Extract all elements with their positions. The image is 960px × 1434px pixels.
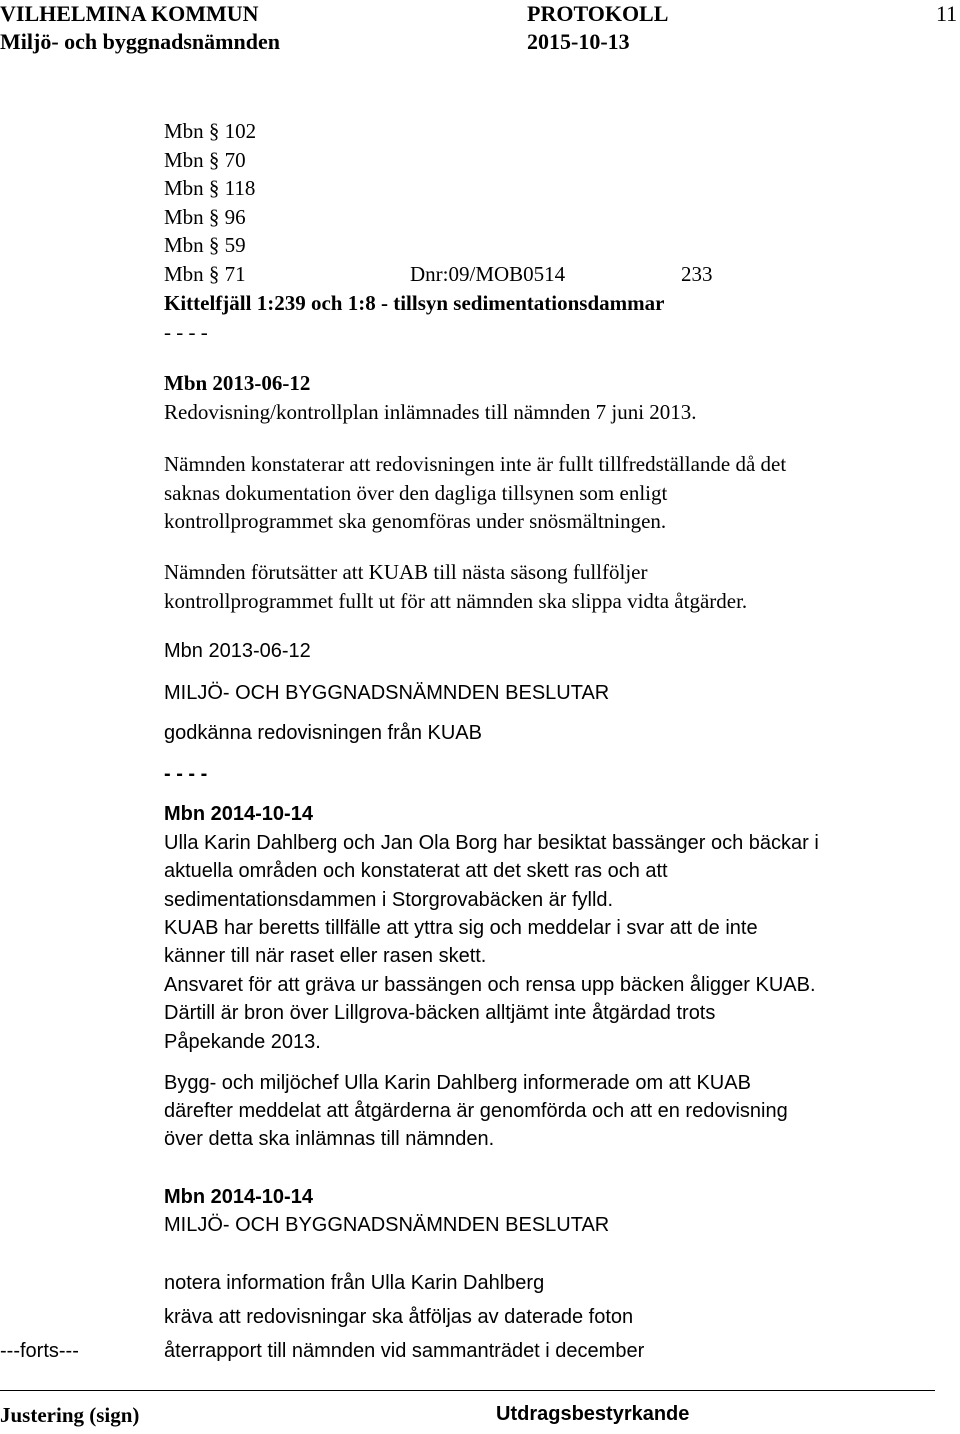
- case-title: Kittelfjäll 1:239 och 1:8 - tillsyn sedimentationsdammar: [164, 291, 665, 315]
- paragraph-line: KUAB har beretts tillfälle att yttra sig och meddelar i svar att de inte: [164, 917, 758, 939]
- paragraph-line: därefter meddelat att åtgärderna är genomförda och att en redovisning: [164, 1100, 788, 1122]
- decision-item: notera information från Ulla Karin Dahlberg: [164, 1272, 545, 1294]
- reference-line: Mbn § 102: [164, 119, 257, 143]
- paragraph-line: kontrollprogrammet ska genomföras under snösmältningen.: [164, 509, 667, 533]
- paragraph-line: Ulla Karin Dahlberg och Jan Ola Borg har besiktat bassänger och bäckar i: [164, 832, 819, 854]
- meeting-date: 2015-10-13: [527, 29, 630, 54]
- section-heading-2013: Mbn 2013-06-12: [164, 371, 311, 395]
- reference-line: Mbn § 70: [164, 148, 246, 172]
- footer-certification-label: Utdragsbestyrkande: [496, 1403, 690, 1425]
- municipality-name: VILHELMINA KOMMUN: [0, 1, 259, 26]
- paragraph-line: Ansvaret för att gräva ur bassängen och rensa upp bäcken åligger KUAB.: [164, 974, 816, 996]
- reference-line: Mbn § 96: [164, 205, 246, 229]
- paragraph-line: kontrollprogrammet fullt ut för att nämnden ska slippa vidta åtgärder.: [164, 589, 748, 613]
- decision-heading-2013: Mbn 2013-06-12: [164, 640, 311, 662]
- paragraph-line: aktuella områden och konstaterat att det skett ras och att: [164, 860, 668, 882]
- decision-item: återrapport till nämnden vid sammanträdet i december: [164, 1340, 645, 1362]
- paragraph-line: Nämnden konstaterar att redovisningen inte är fullt tillfredställande då det: [164, 452, 787, 476]
- board-name: Miljö- och byggnadsnämnden: [0, 29, 280, 54]
- decision-item: godkänna redovisningen från KUAB: [164, 722, 482, 744]
- reference-line: Mbn § 118: [164, 176, 256, 200]
- case-dnr: Dnr:09/MOB0514: [410, 262, 566, 286]
- paragraph-line: Påpekande 2013.: [164, 1031, 321, 1053]
- case-number: 233: [681, 262, 713, 286]
- section-heading-2014: Mbn 2014-10-14: [164, 803, 313, 825]
- paragraph-line: känner till när raset eller rasen skett.: [164, 945, 487, 967]
- case-reference-row: [164, 260, 724, 288]
- decision-heading-2014: Mbn 2014-10-14: [164, 1186, 313, 1208]
- decision-item: kräva att redovisningar ska åtföljas av daterade foton: [164, 1306, 634, 1328]
- page-header: [0, 0, 960, 60]
- decision-title: MILJÖ- OCH BYGGNADSNÄMNDEN BESLUTAR: [164, 1214, 610, 1236]
- section-separator: - - - -: [164, 320, 208, 344]
- page-number: 11: [936, 1, 958, 26]
- section-separator: - - - -: [164, 763, 208, 785]
- document-type: PROTOKOLL: [527, 1, 669, 26]
- paragraph-line: över detta ska inlämnas till nämnden.: [164, 1128, 495, 1150]
- reference-line: Mbn § 71: [164, 262, 246, 286]
- paragraph-line: sedimentationsdammen i Storgrovabäcken är fylld.: [164, 889, 614, 911]
- paragraph-line: Nämnden förutsätter att KUAB till nästa säsong fullföljer: [164, 560, 648, 584]
- footer-divider: [0, 1390, 935, 1391]
- paragraph-line: Redovisning/kontrollplan inlämnades till nämnden 7 juni 2013.: [164, 400, 697, 424]
- reference-line: Mbn § 59: [164, 233, 246, 257]
- continued-marker: ---forts---: [0, 1340, 79, 1362]
- footer-signature-label: Justering (sign): [0, 1403, 140, 1427]
- decision-title: MILJÖ- OCH BYGGNADSNÄMNDEN BESLUTAR: [164, 682, 610, 704]
- paragraph-line: Därtill är bron över Lillgrova-bäcken alltjämt inte åtgärdad trots: [164, 1002, 716, 1024]
- paragraph-line: Bygg- och miljöchef Ulla Karin Dahlberg informerade om att KUAB: [164, 1072, 751, 1094]
- paragraph-line: saknas dokumentation över den dagliga tillsynen som enligt: [164, 481, 668, 505]
